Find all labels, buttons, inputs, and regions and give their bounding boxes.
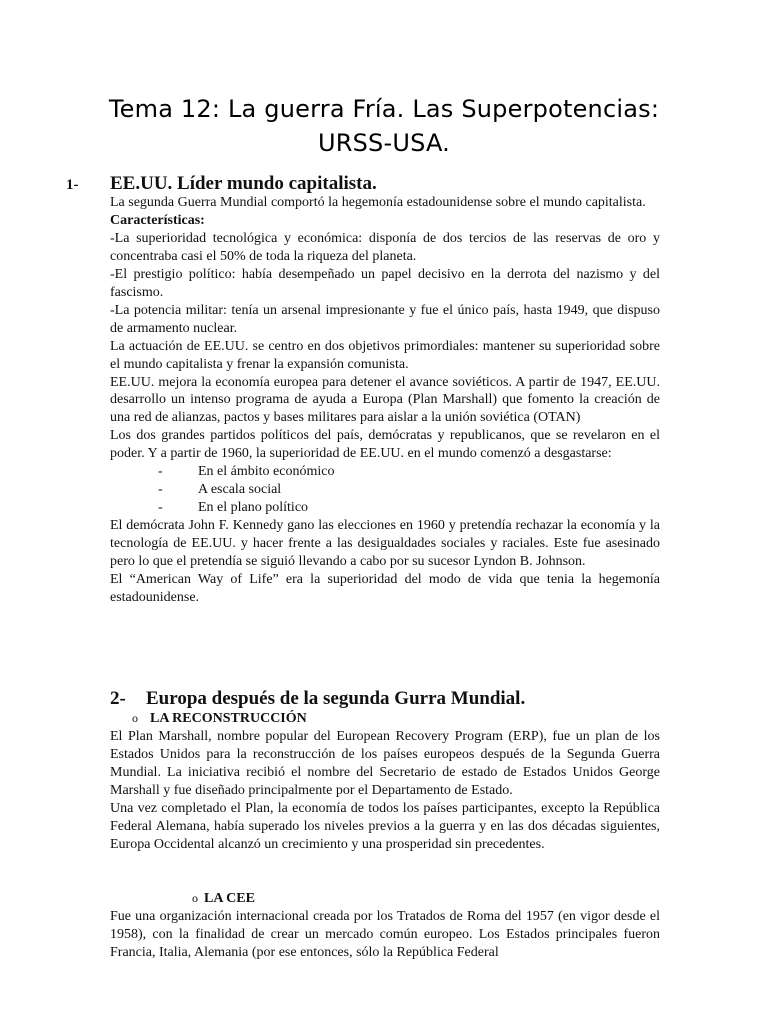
subsection-reconstruccion-title: LA RECONSTRUCCIÓN — [150, 711, 307, 726]
section-1-body — [110, 194, 660, 607]
cee-body — [110, 908, 660, 962]
characteristic-1: -La superioridad tecnológica y económica: disponía de dos tercios de las reservas de oro y concentraba casi el 50% de toda la riqueza del planeta. — [110, 230, 660, 264]
characteristic-2: -El prestigio político: había desempeñado un papel decisivo en la derrota del nazismo y del fascismo. — [110, 266, 660, 300]
section-2-number: 2- — [110, 688, 126, 709]
list-item — [110, 499, 660, 517]
bullet-o-icon: o — [192, 891, 198, 905]
section-1-intro: La segunda Guerra Mundial comportó la hegemonía estadounidense sobre el mundo capitalista. — [110, 195, 646, 210]
subsection-reconstruccion-heading — [132, 710, 307, 727]
bullet-o-icon: o — [132, 711, 138, 725]
list-item-text: En el ámbito económico — [198, 464, 335, 480]
list-dash: - — [158, 500, 163, 516]
section-1-title: EE.UU. Líder mundo capitalista. — [110, 173, 377, 194]
subsection-cee-title: LA CEE — [204, 891, 255, 906]
paragraph-1: La actuación de EE.UU. se centro en dos objetivos primordiales: mantener su superioridad sobre el mundo capitalista y frenar la expansión comunista. — [110, 338, 660, 372]
paragraph-5: El “American Way of Life” era la superioridad del modo de vida que tenia la hegemonía estadounidense. — [110, 572, 660, 605]
characteristics-label: Características: — [110, 212, 205, 228]
title-line-1: Tema 12: La guerra Fría. Las Superpotencias: — [108, 95, 660, 123]
paragraph-2: EE.UU. mejora la economía europea para detener el avance soviéticos. A partir de 1947, EE.UU. desarrollo un intenso programa de ayuda a Europa (Plan Marshall) que fomento la creación de una red de alianzas, pactos y bases militares para aislar a la unión soviética (OTAN) — [110, 374, 660, 426]
title-line-2: URSS-USA. — [317, 129, 451, 157]
section-1-heading — [66, 173, 377, 196]
list-item — [110, 481, 660, 499]
characteristic-3: -La potencia militar: tenía un arsenal impresionante y fue el único país, hasta 1949, que dispuso de armamento nuclear. — [110, 302, 660, 336]
list-item-text: En el plano político — [198, 500, 309, 516]
reconstruccion-body — [110, 728, 660, 854]
subsection-cee-heading — [192, 890, 255, 907]
section-2-title: Europa después de la segunda Gurra Mundial. — [146, 688, 526, 709]
paragraph-3: Los dos grandes partidos políticos del país, demócratas y republicanos, que se revelaron en el poder. Y a partir de 1960, la superioridad de EE.UU. en el mundo comenzó a desgastarse: — [110, 428, 660, 462]
reconstruccion-paragraph-2: Una vez completado el Plan, la economía de todos los países participantes, excepto la República Federal Alemana, había superado los niveles previos a la guerra y en las dos décadas siguientes, Europa Occidental alcanzó un crecimiento y una prosperidad sin precedentes. — [110, 800, 660, 852]
section-2-heading — [110, 688, 525, 710]
document-title — [0, 92, 768, 160]
reconstruccion-paragraph-1: El Plan Marshall, nombre popular del European Recovery Program (ERP), fue un plan de los Estados Unidos para la reconstrucción de los países europeos después de la Segunda Guerra Mundial. La iniciativa recibió el nombre del Secretario de estado de Estados Unidos George Marshall y fue diseñado principalmente por el Departamento de Estado. — [110, 729, 660, 798]
section-1-number: 1- — [66, 177, 79, 193]
cee-paragraph-1: Fue una organización internacional creada por los Tratados de Roma del 1957 (en vigor desde el 1958), con la finalidad de crear un mercado común europeo. Los Estados principales fueron Francia, Italia, Alemania (por ese entonces, sólo la República Federal — [110, 909, 660, 960]
list-dash: - — [158, 482, 163, 498]
decline-list — [110, 463, 660, 517]
paragraph-4: El demócrata John F. Kennedy gano las elecciones en 1960 y pretendía rechazar la economía y la tecnología de EE.UU. y hacer frente a las desigualdades sociales y raciales. Este fue asesinado pero lo que el pretendía se siguió llevando a cabo por su sucesor Lyndon B. Johnson. — [110, 518, 660, 570]
list-item — [110, 463, 660, 481]
list-item-text: A escala social — [198, 482, 282, 498]
list-dash: - — [158, 464, 163, 480]
